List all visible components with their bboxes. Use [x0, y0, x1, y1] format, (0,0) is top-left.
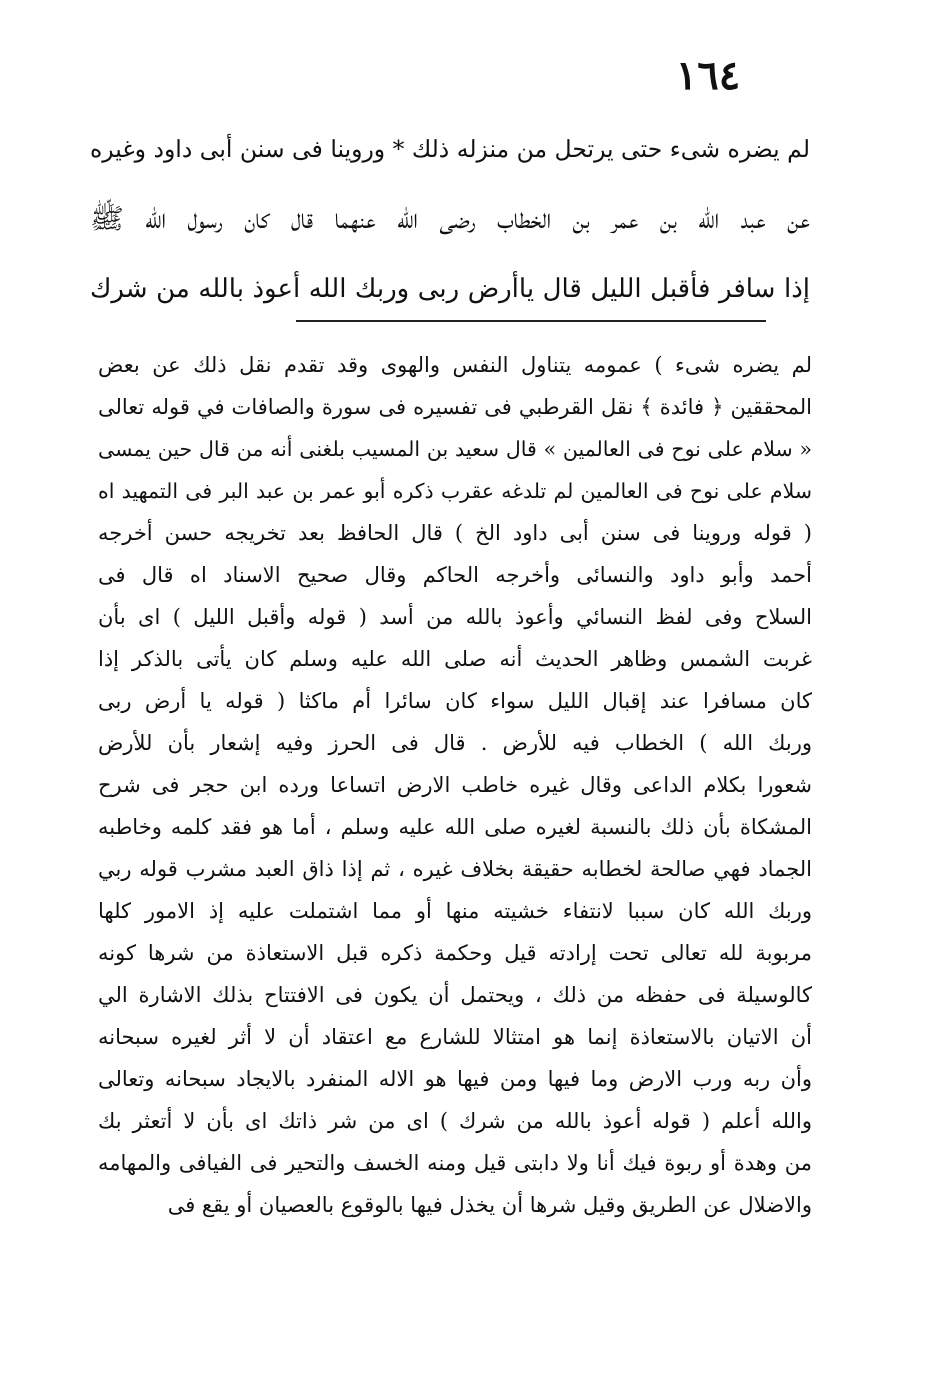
commentary-line: ( قوله وروينا فى سنن أبى داود الخ ) قال الحافظ بعد تخريجه حسن أخرجه [98, 521, 812, 545]
commentary-line: « سلام على نوح فى العالمين » قال سعيد بن المسيب بلغنى أنه من قال حين يمسى [98, 437, 812, 461]
commentary-line: السلاح وفى لفظ النسائي وأعوذ بالله من أسد ( قوله وأقبل الليل ) اى بأن [98, 605, 812, 629]
commentary-line: المشكاة بأن ذلك بالنسبة لغيره صلى الله عليه وسلم ، أما هو فقد كلمه وخاطبه [98, 815, 812, 839]
commentary-line: والله أعلم ( قوله أعوذ بالله من شرك ) اى من شر ذاتك اى بأن لا أتعثر بك [98, 1109, 812, 1133]
commentary-line: الجماد فهي صالحة لخطابه حقيقة بخلاف غيره ، ثم إذا ذاق العبد مشرب قوله ربي [98, 857, 812, 881]
commentary-line: سلام على نوح فى العالمين لم تلدغه عقرب ذكره أبو عمر بن عبد البر فى التمهيد اه [98, 479, 812, 503]
hadith-line: عن عبد الله بن عمر بن الخطاب رضى الله عنهما قال كان رسول الله ﷺ [90, 202, 810, 235]
commentary-line: أن الاتيان بالاستعاذة إنما هو امتثالا للشارع مع اعتقاد أن لا أثر لغيره سبحانه [98, 1025, 812, 1049]
commentary-line: وربك الله ) الخطاب فيه للأرض . قال فى الحرز وفيه إشعار بأن للأرض [98, 731, 812, 755]
commentary-line: شعورا بكلام الداعى وقال غيره خاطب الارض اتساعا ورده ابن حجر فى شرح [98, 773, 812, 797]
commentary-line: والاضلال عن الطريق وقيل شرها أن يخذل فيها بالوقوع بالعصيان أو يقع فى [167, 1193, 812, 1217]
commentary-line: كالوسيلة فى حفظه من ذلك ، ويحتمل أن يكون فى الافتتاح بذلك الاشارة الي [98, 983, 812, 1007]
hadith-line: إذا سافر فأقبل الليل قال ياأرض ربى وربك الله أعوذ بالله من شرك [90, 274, 810, 304]
commentary-line: مربوبة لله تعالى تحت إرادته قيل وحكمة ذكره قبل الاستعاذة من شرها كونه [98, 941, 812, 965]
commentary-line: من وهدة أو ربوة فيك أنا ولا دابتى قيل ومنه الخسف والتحير فى الفيافى والمهامه [98, 1151, 812, 1175]
commentary-line: أحمد وأبو داود والنسائى وأخرجه الحاكم وقال صحيح الاسناد اه قال فى [98, 563, 812, 587]
hadith-line: لم يضره شىء حتى يرتحل من منزله ذلك * وروينا فى سنن أبى داود وغيره [90, 135, 810, 163]
commentary-line: غربت الشمس وظاهر الحديث أنه صلى الله عليه وسلم كان يأتى بالذكر إذا [98, 647, 812, 671]
commentary-line: وربك الله كان سببا لانتفاء خشيته منها أو مما اشتملت عليه إذ الامور كلها [98, 899, 812, 923]
section-divider [296, 320, 766, 322]
commentary-line: لم يضره شىء ) عمومه يتناول النفس والهوى وقد تقدم نقل ذلك عن بعض [98, 353, 812, 377]
commentary-text [98, 344, 812, 1226]
commentary-line: المحققين ﴿ فائدة ﴾ نقل القرطبي فى تفسيره فى سورة والصافات في قوله تعالى [98, 395, 812, 419]
page-number: ١٦٤ [675, 52, 741, 99]
hadith-text [90, 114, 810, 324]
commentary-line: كان مسافرا عند إقبال الليل سواء كان سائرا أم ماكثا ( قوله يا أرض ربى [98, 689, 812, 713]
commentary-line: وأن ربه ورب الارض وما فيها ومن فيها هو الاله المنفرد بالايجاد سبحانه وتعالى [98, 1067, 812, 1091]
